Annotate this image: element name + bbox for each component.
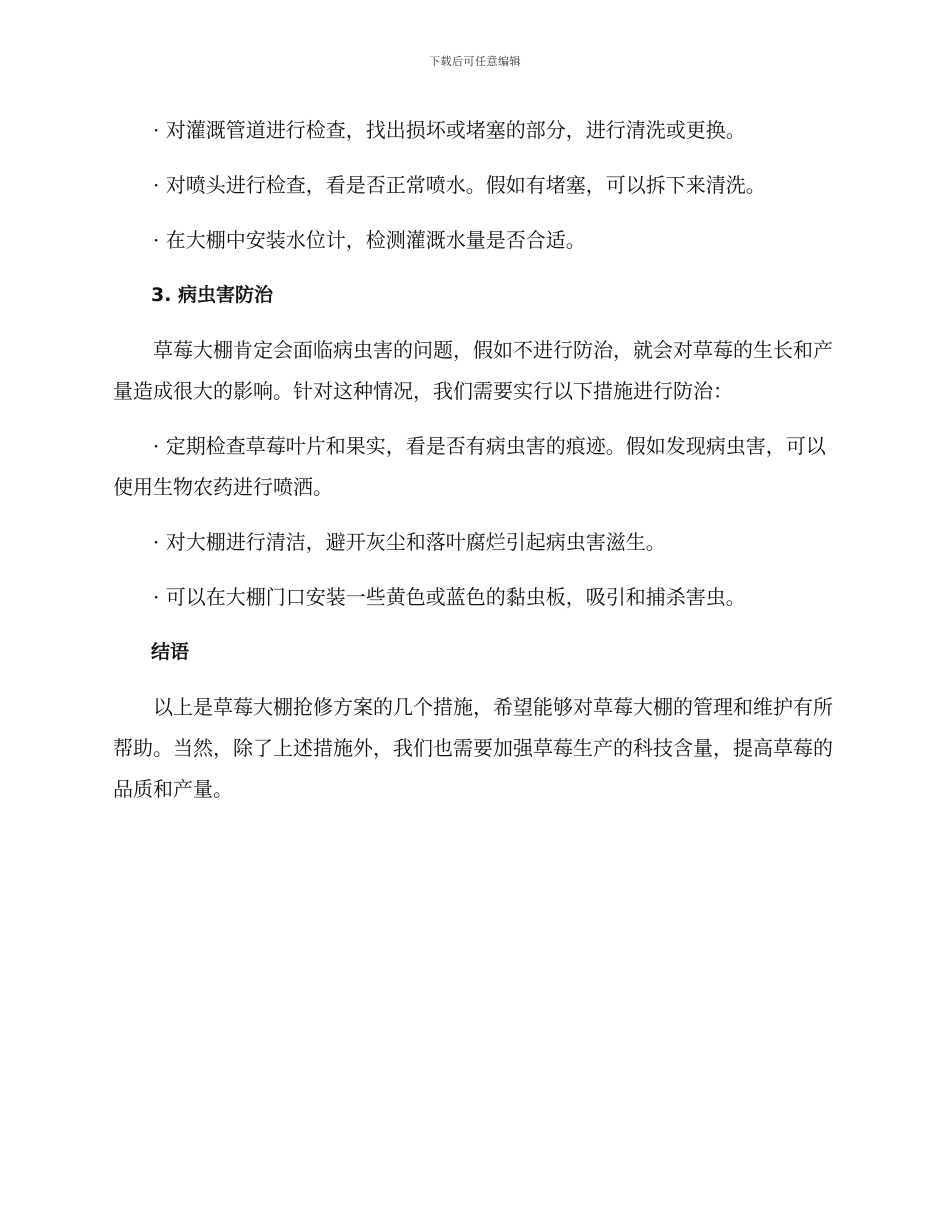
- section-heading-pest-control: 3. 病虫害防治: [151, 284, 274, 306]
- bullet-item-irrigation-pipe: · 对灌溉管道进行检查，找出损坏或堵塞的部分，进行清洗或更换。: [153, 118, 746, 142]
- bullet-item-cleaning: · 对大棚进行清洁，避开灰尘和落叶腐烂引起病虫害滋生。: [153, 530, 666, 554]
- section-heading-conclusion: 结语: [151, 641, 190, 663]
- bullet-item-water-gauge: · 在大棚中安装水位计，检测灌溉水量是否合适。: [153, 228, 586, 252]
- bullet-item-inspect-leaves: · 定期检查草莓叶片和果实，看是否有病虫害的痕迹。假如发现病虫害，可以使用生物农药进行喷洒。: [113, 434, 826, 499]
- page-header: 下载后可任意编辑: [429, 55, 521, 68]
- document-body: [113, 110, 833, 824]
- bullet-item-sprinkler: · 对喷头进行检查，看是否正常喷水。假如有堵塞，可以拆下来清洗。: [153, 173, 766, 197]
- paragraph-conclusion: 以上是草莓大棚抢修方案的几个措施，希望能够对草莓大棚的管理和维护有所帮助。当然，除了上述措施外，我们也需要加强草莓生产的科技含量，提高草莓的品质和产量。: [113, 695, 833, 801]
- bullet-item-sticky-traps: · 可以在大棚门口安装一些黄色或蓝色的黏虫板，吸引和捕杀害虫。: [153, 585, 746, 609]
- paragraph-pest-intro: 草莓大棚肯定会面临病虫害的问题，假如不进行防治，就会对草莓的生长和产量造成很大的影响。针对这种情况，我们需要实行以下措施进行防治：: [113, 338, 833, 403]
